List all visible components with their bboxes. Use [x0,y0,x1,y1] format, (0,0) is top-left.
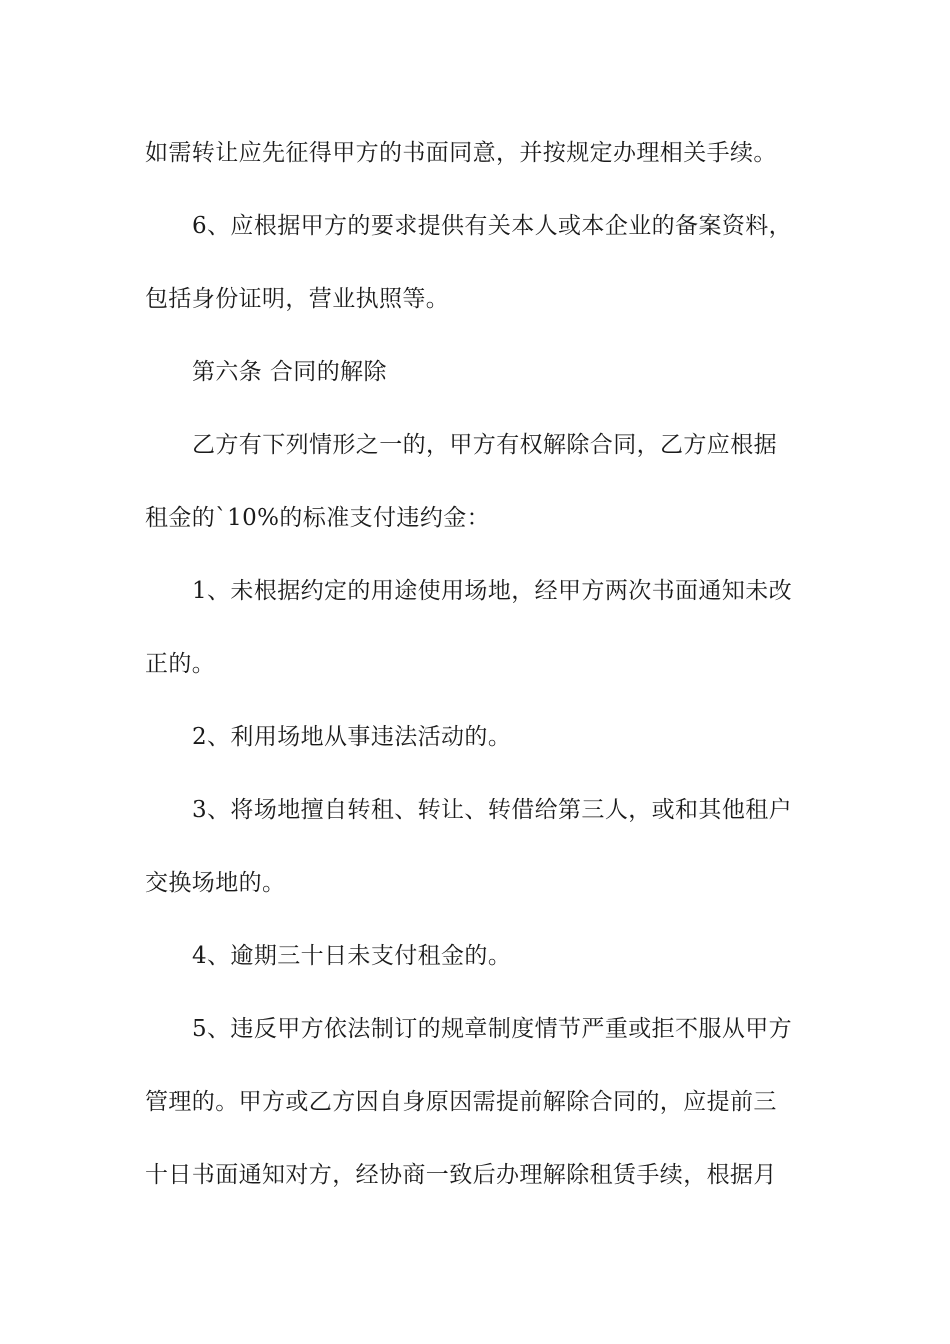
text-line-13: 5、违反甲方依法制订的规章制度情节严重或拒不服从甲方 [192,1016,793,1042]
text-line-12: 4、逾期三十日未支付租金的。 [192,943,512,969]
text-line-14: 管理的。甲方或乙方因自身原因需提前解除合同的，应提前三 [145,1089,777,1115]
text-line-8: 正的。 [145,651,216,677]
section-heading: 第六条 合同的解除 [192,359,387,385]
text-line-6: 租金的`10%的标准支付违约金： [145,505,491,531]
text-line-9: 2、利用场地从事违法活动的。 [192,724,512,750]
text-line-7: 1、未根据约定的用途使用场地，经甲方两次书面通知未改 [192,578,793,604]
text-line-2: 6、应根据甲方的要求提供有关本人或本企业的备案资料， [192,213,793,239]
text-line-3: 包括身份证明，营业执照等。 [145,286,450,312]
text-line-15: 十日书面通知对方，经协商一致后办理解除租赁手续，根据月 [145,1162,777,1188]
text-line-10: 3、将场地擅自转租、转让、转借给第三人，或和其他租户 [192,797,793,823]
text-line-11: 交换场地的。 [145,870,286,896]
text-line-1: 如需转让应先征得甲方的书面同意，并按规定办理相关手续。 [145,140,777,166]
text-line-5: 乙方有下列情形之一的，甲方有权解除合同，乙方应根据 [192,432,777,458]
